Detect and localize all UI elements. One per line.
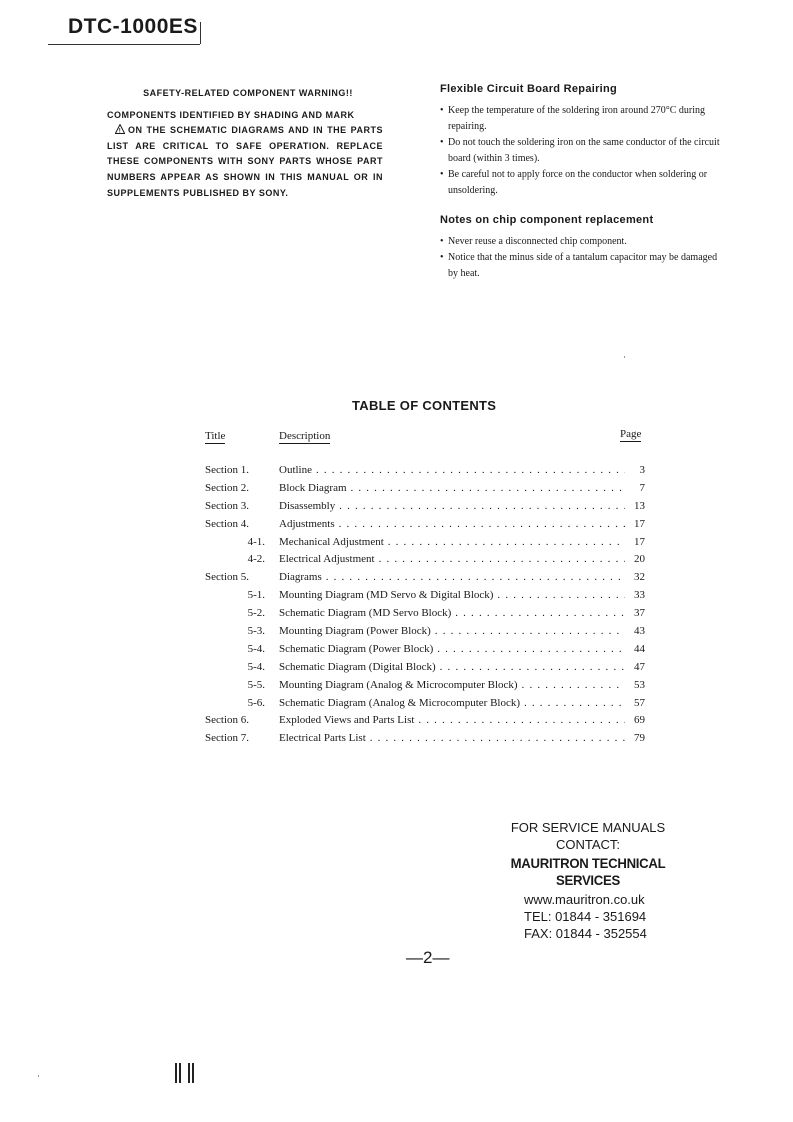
safety-warning-block: [107, 86, 383, 201]
contact-line1: FOR SERVICE MANUALS: [510, 820, 666, 835]
page-number: —2—: [406, 948, 450, 967]
toc-entry: Section 4. Adjustments . . . 17: [205, 516, 647, 534]
chip-notes-item: • Notice that the minus side of a tantalum capacitor may be damaged by heat.: [440, 252, 718, 279]
repair-notes: [440, 82, 720, 282]
svg-text:!: !: [118, 128, 122, 135]
chip-notes-heading: Notes on chip component replacement: [440, 214, 654, 226]
toc-list: [205, 462, 647, 748]
contact-website: www.mauritron.co.uk: [524, 892, 645, 907]
toc-entry: 4-2. Electrical Adjustment . . . 20: [205, 551, 647, 569]
contact-company: MAURITRON TECHNICAL SERVICES: [510, 855, 666, 888]
header-rule: [48, 44, 200, 45]
toc-entry: 5-1. Mounting Diagram (MD Servo & Digital Block) . . . 33: [205, 587, 647, 605]
toc-entry: Section 2. Block Diagram . . . 7: [205, 480, 647, 498]
toc-col-title: Title: [205, 430, 226, 442]
contact-tel: TEL: 01844 - 351694: [524, 909, 647, 924]
toc-entry: 5-4. Schematic Diagram (Digital Block) . . . 47: [205, 659, 647, 677]
safety-warning-text-before: COMPONENTS IDENTIFIED BY SHADING AND MARK: [107, 109, 355, 120]
toc-entry: Section 5. Diagrams . . . 32: [205, 569, 647, 587]
toc-entry: 5-2. Schematic Diagram (MD Servo Block) . . . 37: [205, 605, 647, 623]
document-model-header: DTC-1000ES: [68, 15, 198, 34]
toc-col-page: Page: [620, 428, 642, 440]
toc-entry: Section 7. Electrical Parts List . . . 79: [205, 730, 647, 748]
service-contact-stamp: [482, 819, 694, 942]
warning-triangle-icon: [115, 124, 125, 134]
flexible-repair-item: • Do not touch the soldering iron on the same conductor of the circuit board (within 3 times).: [440, 137, 720, 164]
header-vertical-rule: [200, 22, 201, 44]
toc-entry: 4-1. Mechanical Adjustment . . . 17: [205, 534, 647, 552]
flexible-repair-item: • Be careful not to apply force on the conductor when soldering or unsoldering.: [440, 169, 708, 196]
chip-notes-item: • Never reuse a disconnected chip component.: [440, 236, 627, 247]
safety-warning-body: [107, 108, 383, 202]
contact-fax: FAX: 01844 - 352554: [524, 926, 647, 941]
toc-entry: Section 1. Outline . . . 3: [205, 462, 647, 480]
safety-warning-title: SAFETY-RELATED COMPONENT WARNING!!: [143, 88, 353, 98]
scan-speck: [38, 1075, 39, 1077]
toc-entry: Section 6. Exploded Views and Parts List . . . 69: [205, 712, 647, 730]
toc-title: TABLE OF CONTENTS: [352, 398, 497, 413]
safety-warning-text-after: ON THE SCHEMATIC DIAGRAMS AND IN THE PARTS LIST ARE CRITICAL TO SAFE OPERATION. REPLACE THESE COMPONENTS WITH SONY PARTS WHOSE PART NUMBERS APPEAR AS SHOWN IN THIS MANUAL OR IN SUPPLEMENTS PUBLISHED BY SONY.: [107, 125, 383, 198]
flexible-repair-item: • Keep the temperature of the soldering iron around 270°C during repairing.: [440, 105, 705, 132]
toc-entry: 5-6. Schematic Diagram (Analog & Microcomputer Block) . . . 57: [205, 695, 647, 713]
toc-col-description: Description: [279, 430, 331, 442]
contact-line2: CONTACT:: [555, 837, 621, 852]
toc-entry: 5-4. Schematic Diagram (Power Block) . . . 44: [205, 641, 647, 659]
flexible-repair-heading: Flexible Circuit Board Repairing: [440, 83, 618, 95]
toc-entry: 5-5. Mounting Diagram (Analog & Microcomputer Block) . . . 53: [205, 677, 647, 695]
scan-speck: [624, 356, 625, 358]
scan-registration-bars: [175, 1063, 197, 1083]
toc-entry: Section 3. Disassembly . . . 13: [205, 498, 647, 516]
toc-entry: 5-3. Mounting Diagram (Power Block) . . . 43: [205, 623, 647, 641]
